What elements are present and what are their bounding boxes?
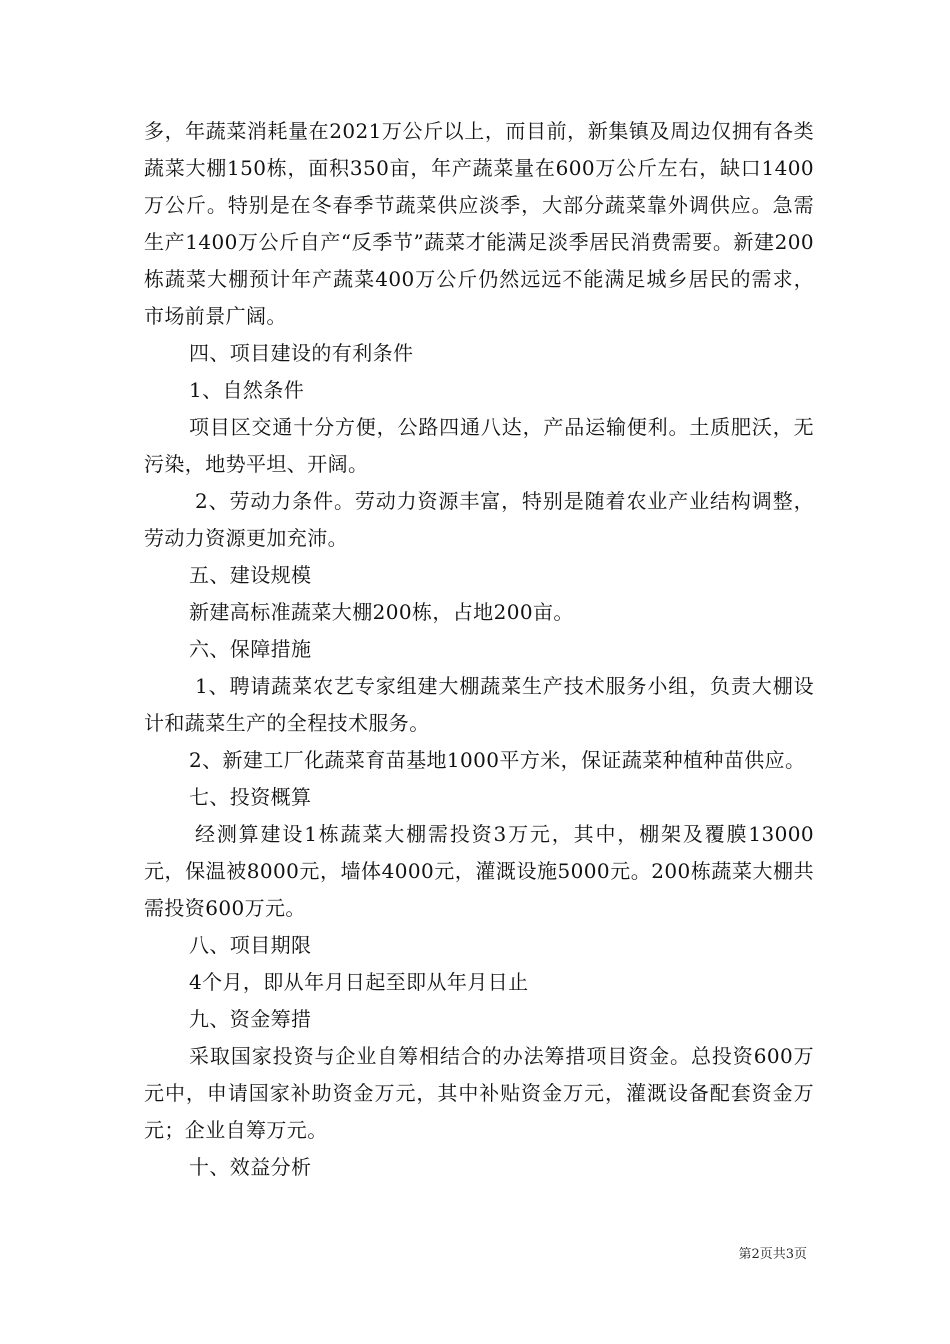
section-heading-safeguards: 六、保障措施: [189, 637, 312, 661]
paragraph-construction-scale: 新建高标准蔬菜大棚200栋，占地200亩。: [189, 600, 574, 624]
document-body: [144, 113, 814, 1186]
page-number: 第2页共3页: [738, 1247, 807, 1262]
paragraph-safeguard-2: 2、新建工厂化蔬菜育苗基地1000平方米，保证蔬菜种植种苗供应。: [189, 748, 806, 772]
paragraph-project-period: 4个月，即从年月日起至即从年月日止: [189, 970, 529, 994]
subheading-natural-conditions: 1、自然条件: [189, 378, 305, 402]
paragraph-labor-conditions: 2、劳动力条件。劳动力资源丰富，特别是随着农业产业结构调整，劳动力资源更加充沛。: [144, 489, 814, 550]
section-heading-fund-raising: 九、资金筹措: [189, 1007, 312, 1031]
paragraph-natural-conditions: 项目区交通十分方便，公路四通八达，产品运输便利。土质肥沃，无污染，地势平坦、开阔。: [144, 415, 814, 476]
section-heading-favorable-conditions: 四、项目建设的有利条件: [189, 341, 414, 365]
paragraph-investment-estimate: 经测算建设1栋蔬菜大棚需投资3万元，其中，棚架及覆膜13000元，保温被8000元，墙体4000元，灌溉设施5000元。200栋蔬菜大棚共需投资600万元。: [144, 822, 814, 920]
section-heading-project-period: 八、项目期限: [189, 933, 312, 957]
section-heading-construction-scale: 五、建设规模: [189, 563, 312, 587]
section-heading-benefit-analysis: 十、效益分析: [189, 1155, 312, 1179]
section-heading-investment-estimate: 七、投资概算: [189, 785, 312, 809]
paragraph-market-demand: 多，年蔬菜消耗量在2021万公斤以上，而目前，新集镇及周边仅拥有各类蔬菜大棚150栋，面积350亩，年产蔬菜量在600万公斤左右，缺口1400万公斤。特别是在冬春季节蔬菜供应淡季，大部分蔬菜靠外调供应。急需生产1400万公斤自产“反季节”蔬菜才能满足淡季居民消费需要。新建200栋蔬菜大棚预计年产蔬菜400万公斤仍然远远不能满足城乡居民的需求，市场前景广阔。: [144, 119, 814, 328]
paragraph-fund-raising: 采取国家投资与企业自筹相结合的办法筹措项目资金。总投资600万元中，申请国家补助资金万元，其中补贴资金万元，灌溉设备配套资金万元；企业自筹万元。: [144, 1044, 814, 1142]
paragraph-safeguard-1: 1、聘请蔬菜农艺专家组建大棚蔬菜生产技术服务小组，负责大棚设计和蔬菜生产的全程技术服务。: [144, 674, 814, 735]
